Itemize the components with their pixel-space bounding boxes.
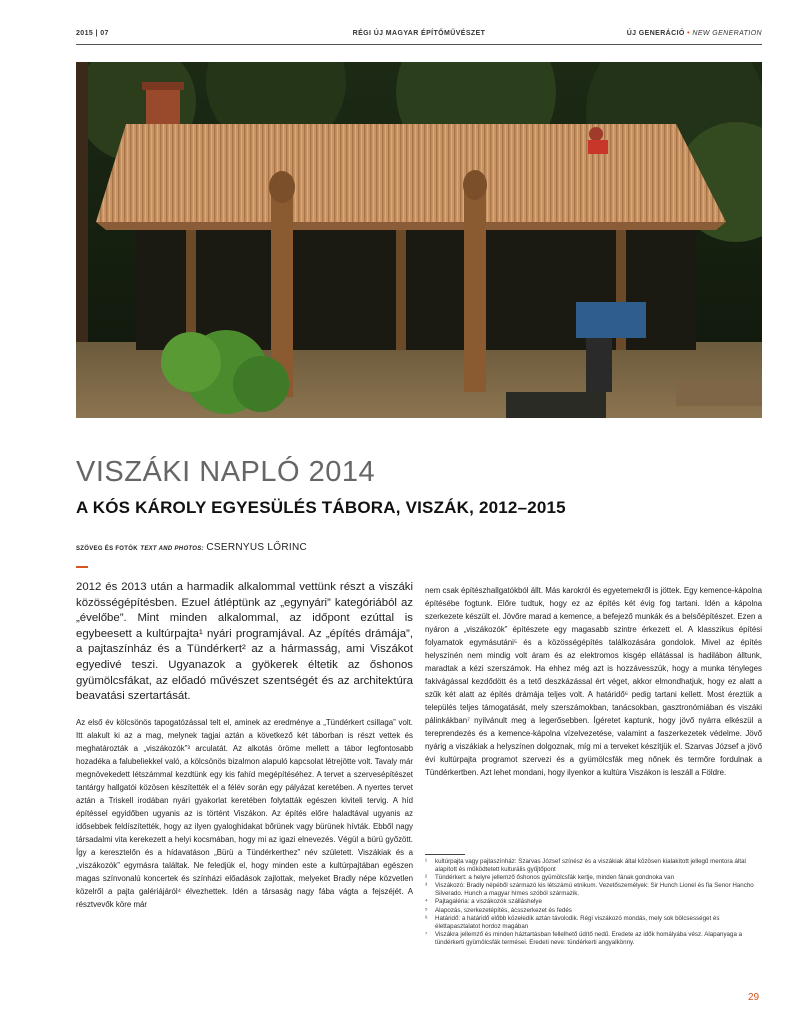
header-rule [76,44,762,45]
footnotes [425,858,762,947]
credit-label: SZÖVEG ÉS FOTÓK [76,546,138,552]
footnote-item: ¹ kultúrpajta vagy pajtaszínház: Szarvas József színész és a viszákiak által közösen kialakított jellegű mentora által alapított és működtetett kulturális gyűjtőpont [425,858,746,874]
footnote-rule [425,854,465,855]
issue-label: 2015 | 07 [76,30,109,37]
section-label-english: NEW GENERATION [692,30,762,37]
author-credit [76,542,307,553]
footnote-item: ⁶ Határidő: a határidő előbb közeledik aztán távolodik. Régi viszákozó mondás, mely sok bölcsességet és élettapasztalatot hordoz magában [425,914,720,930]
running-header [76,30,762,44]
lead-paragraph: 2012 és 2013 után a harmadik alkalommal vettünk részt a viszáki közösségépítésben. Ezuel átléptünk az „egynyári” kategóriából az „évelőbe”. Mint minden alkalommal, az időpont ezúttal is egybeesett a kultúrpajta¹ nyári programjával. Az „építés drámája”, a pajtaszínház és a Tündérkert² az a hármasság, ami Viszákot egyedivé teszi. Ugyanazok a gyökerek éltetik az őshonos gyümölcsfákat, az előadó művészet szentségét és az architektúra beavatási szertartását. [76,581,413,703]
section-dot: • [687,30,690,37]
credit-name: CSERNYUS LŐRINC [206,542,307,553]
body-column-left: Az első év kölcsönös tapogatózással telt el, aminek az eredménye a „Tündérkert csillaga” volt. Itt alakult ki az a mag, melynek tagjai aztán a következő két táborban is részt vettek és meghatározták a „viszákozók”³ arculatát. Az alkotás öröme mellett a tábor legfontosabb hozadéka a falubeliekkel való, a kölcsönös bizalmon alapuló kapcsolat létrejötte volt. Tavaly már megnövekedett létszámmal kezdtünk egy kis fahíd megépítéséhez. A tervet a szervesépítészet tantárgy hallgatói közösen készítették el a félév során egy pályázat keretében. A nyertes tervet aztán a Triskell irodában nyári gyakorlat keretében folytatták egészen kiviteli tervig. A híd építéssel egyidőben ugyanis az is történt Viszákon. Az építés előre haladtával ugyanis az idősebbek feldíszítették, hogy az ilyen gyaloghidakat bőrünek vagy bürünek hívták. Ebből nagy társadalmi vita kerekezett a helyi kocsmában, hogy mi az igazi elnevezés. Végül a bürü győzött. Így a keresztelőn és a hídavatáson „Bürü a Tündérkerthez” név született. Viszákiak és a „viszákozók” egymásra találtak. Ne feledjük el, hogy minden este a kultúrpajtában egészen magas színvonalú koncertek és színházi előadások zajlottak, melyeket Bradly népe közvetlen közelről a pajta galériájáról⁴ élvezhettek. Idén a társaság nagy fába vágta a fejszéjét. A résztvevők köre már [76,718,413,909]
section-label-main: ÚJ GENERÁCIÓ [626,30,685,37]
accent-dash [76,566,88,568]
section-label [627,30,762,37]
credit-label-english: TEXT AND PHOTOS: [140,546,204,552]
article-title: VISZÁKI NAPLÓ 2014 [76,456,376,488]
footnote-item: ⁴ Pajtagaléria: a viszákozók szálláshelye [425,898,542,906]
journal-title: RÉGI ÚJ MAGYAR ÉPÍTŐMŰVÉSZET [352,30,486,37]
footnote-item: ² Tündérkert: a helyre jellemző őshonos gyümölcsfák kertje, minden fának gondnoka van [425,874,675,882]
body-column-right: nem csak építészhallgatókból állt. Más karokról és egyetemekről is jöttek. Egy kemence-kápolna építésébe fogtunk. Előre tudtuk, hogy ez az építés két évig fog tartani. Idén a kápolna szerkezete készült el. Jövőre marad a kemence, a befejező munkák és a belsőépítészet. Ezen a nyáron a „viszákozók” építészete egy magasabb szintre érkezett el. A klasszikus építési folyamatok egymásutáni⁵ és a közösségépítés találkozására gondolok. Mivel az építés helyszínén nem mindig volt áram és az elektromos kisgép ellátással is hadilábon álltunk, maradtak a kézi szerszámok. Ha ehhez még azt is hozzávesszük, hogy a munka tényleges fakivágással kezdődött és a tető deszkázással ért véget, akkor elmondhatjuk, hogy ez alatt a szűk két alatt az építés drámája teljes volt. A határidő⁶ pedig tartani kellett. Most éreztük a település teljes támogatását, mely szerszámokban, tanácsokban, gasztronómiában és viszáki pálinkákban⁷ nyilvánult meg a legerősebben. Ígéretet kaptunk, hogy jövő nyárra elkészül a tereprendezés és a kemence-kápolna vízelvezetése, valamint a faszerkezetek védelme. Jövő nyárig a viszákiak a helyszínen dolgoznak, míg mi a terveket készítjük el. Szarvas József a jövő évi kultúrpajta programot szervezi és a gyümölcsfák meg nőnek és termőre fordulnak a Tündérkertben. Azt lehet mondani, hogy ilyenkor a kultúra Viszákon is leszáll a Földre. [425,586,762,777]
page-number: 29 [748,992,760,1003]
article-subtitle: A KÓS KÁROLY EGYESÜLÉS TÁBORA, VISZÁK, 2012–2015 [76,498,566,517]
wooden-shelter-photo [76,62,762,418]
footnote-item: ⁵ Alapozás, szerkezetépítés, ácsszerkezet és fedés [425,906,572,914]
footnote-item: ³ Viszákozó: Bradly népéből származó kis létszámú etnikum. Vezetőszemélyek: Sir Hunch Lionel és fia Senor Hancho Silverado. Hunch a magyar hímes szóból származik. [425,882,754,898]
footnote-item: ⁷ Viszákra jellemző és minden háztartásban fellelhető üdítő nedű. Eredete az idők homályába vész. Alapanyaga a tündérkerti gyümölcsfák termései. Eredeti neve: tündérkerti angyalkönny. [425,930,743,946]
